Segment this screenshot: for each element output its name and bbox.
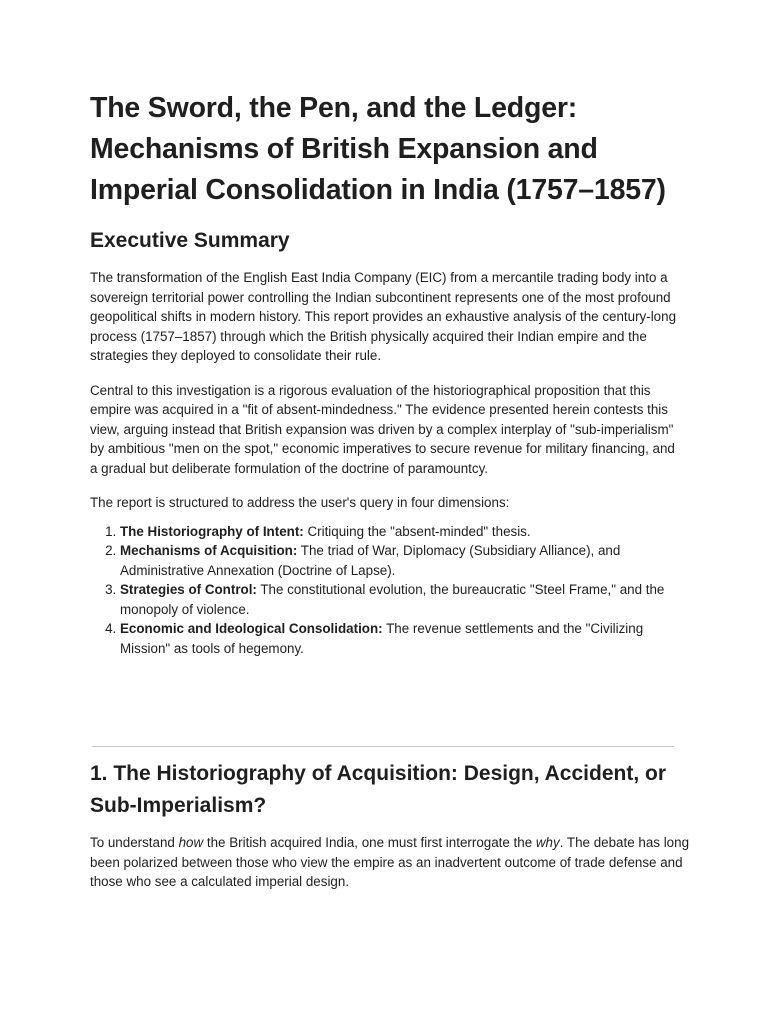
list-item-label: Economic and Ideological Consolidation:	[120, 621, 383, 636]
list-item-label: Mechanisms of Acquisition:	[120, 543, 298, 558]
document-body	[90, 88, 680, 658]
list-item-text: The revenue settlements and the "Civilizing Mission" as tools of hegemony.	[120, 621, 644, 656]
summary-paragraph-1: The transformation of the English East India Company (EIC) from a mercantile trading body into a sovereign territorial power controlling the Indian subcontinent represents one of the most profound geopolitical shifts in modern history. This report provides an exhaustive analysis of the century-long process (1757–1857) through which the British physically acquired their Indian empire and the strategies they deployed to consolidate their rule.	[90, 270, 677, 363]
list-item-text: The constitutional evolution, the bureaucratic "Steel Frame," and the monopoly of violence.	[120, 582, 665, 617]
list-item	[120, 522, 680, 542]
summary-paragraph-2: Central to this investigation is a rigorous evaluation of the historiographical proposition that this empire was acquired in a "fit of absent-mindedness." The evidence presented herein contests this view, arguing instead that British expansion was driven by a complex interplay of "sub-imperialism" by ambitious "men on the spot," economic imperatives to secure revenue for military financing, and a gradual but deliberate formulation of the doctrine of paramountcy.	[90, 382, 675, 476]
intro-text: the British acquired India, one must first interrogate the	[203, 835, 536, 850]
list-item	[120, 541, 680, 580]
intro-text: To understand	[90, 835, 179, 850]
list-item-label: Strategies of Control:	[120, 582, 257, 597]
section-1-intro	[90, 833, 690, 892]
section-1-heading: 1. The Historiography of Acquisition: Design, Accident, or Sub-Imperialism?	[90, 762, 666, 817]
summary-paragraph-3: The report is structured to address the user's query in four dimensions:	[90, 495, 510, 510]
section-divider	[92, 746, 674, 747]
dimensions-list	[90, 522, 680, 659]
list-item-label: The Historiography of Intent:	[120, 523, 304, 539]
list-item	[120, 619, 680, 658]
section-1	[90, 758, 690, 892]
executive-summary-heading: Executive Summary	[90, 229, 290, 252]
document-title: The Sword, the Pen, and the Ledger: Mechanisms of British Expansion and Imperial Consolidation in India (1757–1857)	[90, 92, 666, 206]
list-item-text: The triad of War, Diplomacy (Subsidiary Alliance), and Administrative Annexation (Doctrine of Lapse).	[120, 543, 621, 578]
list-item-text: Critiquing the "absent-minded" thesis.	[303, 523, 531, 539]
intro-text: . The debate has long been polarized between those who view the empire as an inadvertent outcome of trade defense and those who see a calculated imperial design.	[90, 835, 690, 889]
intro-emphasis: why	[535, 835, 560, 850]
list-item	[120, 580, 680, 619]
intro-emphasis: how	[178, 835, 204, 850]
